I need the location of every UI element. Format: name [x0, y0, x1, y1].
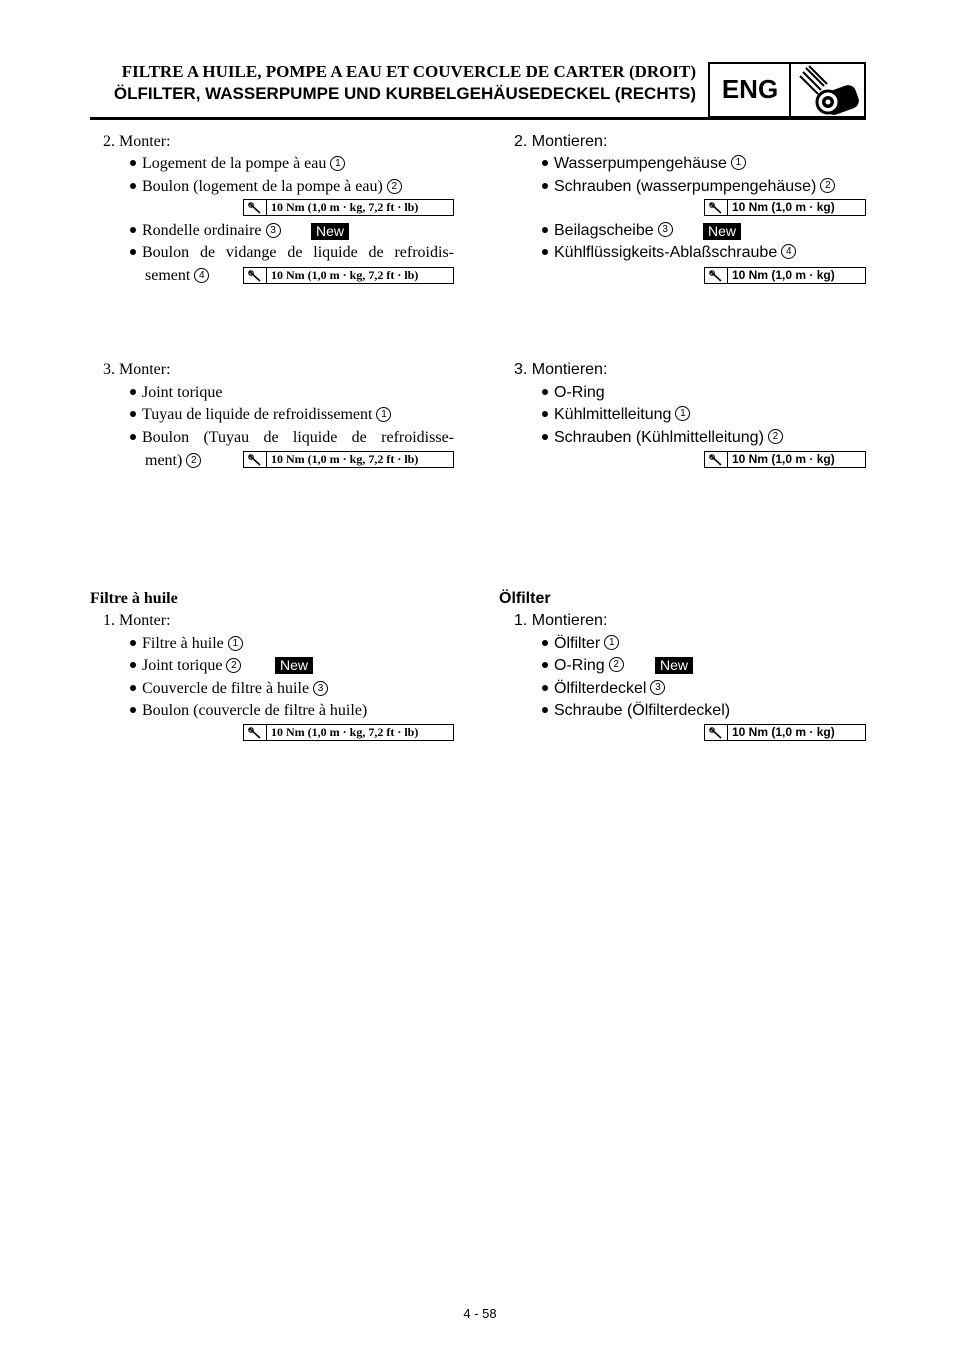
fr-oil-item4 — [130, 702, 367, 720]
bullet-icon — [130, 685, 136, 691]
header-title-fr: FILTRE A HUILE, POMPE A EAU ET COUVERCLE DE CARTER (DROIT) — [121, 62, 696, 81]
callout-1: 1 — [731, 155, 746, 170]
de-step3-item1-text: O-Ring — [554, 384, 605, 401]
callout-3: 3 — [650, 680, 665, 695]
eng-badge-label: ENG — [721, 74, 779, 104]
bullet-icon — [130, 249, 136, 255]
de-step2-item1 — [542, 155, 746, 173]
de-step3-title: 3. Montieren: — [514, 361, 608, 378]
new-part-badge: New — [655, 657, 693, 674]
bullet-icon — [542, 227, 548, 233]
torque-spec-box — [704, 199, 866, 216]
de-oil-item3-text: Ölfilterdeckel — [554, 680, 647, 697]
fr-step2-item3-text: Rondelle ordinaire — [142, 222, 262, 239]
de-step3-item3 — [542, 429, 783, 447]
de-step2-item4 — [542, 244, 796, 262]
torque-wrench-icon — [705, 725, 728, 740]
torque-spec-box — [704, 267, 866, 284]
bullet-icon — [542, 249, 548, 255]
fr-step2-title: 2. Monter: — [103, 133, 171, 150]
fr-step2-item1-text: Logement de la pompe à eau — [142, 155, 327, 172]
callout-2: 2 — [226, 658, 241, 673]
bullet-icon — [130, 183, 136, 189]
torque-value: 10 Nm (1,0 m · kg) — [732, 725, 835, 739]
de-oil-item2 — [542, 657, 624, 675]
de-oil-item2-text: O-Ring — [554, 657, 605, 674]
new-part-badge: New — [275, 657, 313, 674]
bullet-icon — [130, 389, 136, 395]
callout-3: 3 — [658, 222, 673, 237]
callout-4: 4 — [194, 268, 209, 283]
callout-2: 2 — [387, 179, 402, 194]
bullet-icon — [542, 640, 548, 646]
callout-1: 1 — [675, 406, 690, 421]
callout-3: 3 — [266, 223, 281, 238]
bullet-icon — [542, 662, 548, 668]
bullet-icon — [542, 434, 548, 440]
torque-wrench-icon — [244, 452, 267, 467]
fr-step3-item3-cont — [145, 452, 201, 470]
bullet-icon — [542, 389, 548, 395]
de-step3-item2-text: Kühlmittelleitung — [554, 406, 672, 423]
fr-oil-item3 — [130, 680, 328, 698]
fr-step3-item2-text: Tuyau de liquide de refroidissement — [142, 406, 373, 423]
de-oil-item4 — [542, 702, 730, 720]
header-rule — [90, 117, 866, 120]
engine-wrench-icon — [794, 64, 864, 116]
fr-oil-item3-text: Couvercle de filtre à huile — [142, 680, 310, 697]
fr-step2-item1 — [130, 155, 345, 173]
de-step2-title: 2. Montieren: — [514, 133, 608, 150]
fr-step2-item3 — [130, 222, 281, 240]
de-step2-item2-text: Schrauben (wasserpumpengehäuse) — [554, 178, 817, 195]
fr-step2-item2 — [130, 178, 402, 196]
bullet-icon — [542, 411, 548, 417]
fr-step3-item3-text2: ment) — [145, 452, 183, 469]
torque-value: 10 Nm (1,0 m · kg) — [732, 268, 835, 282]
callout-1: 1 — [376, 407, 391, 422]
fr-step3-item3 — [130, 429, 454, 447]
badge-divider — [789, 62, 791, 118]
fr-step2-item4 — [130, 244, 454, 262]
torque-value: 10 Nm (1,0 m · kg, 7,2 ft · lb) — [271, 725, 419, 739]
de-step3-item1 — [542, 384, 605, 402]
de-oil-item1-text: Ölfilter — [554, 635, 601, 652]
torque-value: 10 Nm (1,0 m · kg) — [732, 200, 835, 214]
torque-wrench-icon — [244, 200, 267, 215]
fr-oil-item4-text: Boulon (couvercle de filtre à huile) — [142, 702, 368, 719]
bullet-icon — [130, 707, 136, 713]
bullet-icon — [542, 685, 548, 691]
new-part-badge: New — [311, 223, 349, 240]
torque-spec-box — [243, 724, 454, 741]
callout-1: 1 — [330, 156, 345, 171]
de-step3-item3-text: Schrauben (Kühlmittelleitung) — [554, 429, 764, 446]
callout-2: 2 — [768, 429, 783, 444]
fr-oil-item1-text: Filtre à huile — [142, 635, 224, 652]
torque-value: 10 Nm (1,0 m · kg, 7,2 ft · lb) — [271, 200, 419, 214]
torque-spec-box — [704, 451, 866, 468]
bullet-icon — [130, 160, 136, 166]
bullet-icon — [130, 640, 136, 646]
bullet-icon — [542, 160, 548, 166]
torque-wrench-icon — [705, 200, 728, 215]
de-step2-item3 — [542, 222, 673, 240]
bullet-icon — [130, 662, 136, 668]
fr-oil-item2-text: Joint torique — [142, 657, 223, 674]
fr-step2-item4-text: Boulon de vidange de liquide de refroidis- — [142, 244, 454, 261]
fr-oil-filter-heading: Filtre à huile — [90, 590, 178, 607]
torque-value: 10 Nm (1,0 m · kg, 7,2 ft · lb) — [271, 268, 419, 282]
fr-step3-item1 — [130, 384, 222, 402]
de-step2-item3-text: Beilagscheibe — [554, 222, 654, 239]
header-title-de: ÖLFILTER, WASSERPUMPE UND KURBELGEHÄUSEDECKEL (RECHTS) — [113, 84, 696, 103]
callout-1: 1 — [228, 636, 243, 651]
torque-spec-box — [243, 199, 454, 216]
callout-1: 1 — [604, 635, 619, 650]
bullet-icon — [130, 411, 136, 417]
torque-value: 10 Nm (1,0 m · kg) — [732, 452, 835, 466]
torque-value: 10 Nm (1,0 m · kg, 7,2 ft · lb) — [271, 452, 419, 466]
new-part-badge: New — [703, 223, 741, 240]
de-step3-item2 — [542, 406, 690, 424]
fr-step3-item1-text: Joint torique — [142, 384, 223, 401]
page-number: 4 - 58 — [463, 1306, 497, 1321]
callout-2: 2 — [609, 657, 624, 672]
fr-oil-item2 — [130, 657, 241, 675]
torque-wrench-icon — [705, 268, 728, 283]
fr-step2-item2-text: Boulon (logement de la pompe à eau) — [142, 178, 383, 195]
torque-wrench-icon — [705, 452, 728, 467]
fr-step3-title: 3. Monter: — [103, 361, 171, 378]
bullet-icon — [130, 227, 136, 233]
torque-wrench-icon — [244, 268, 267, 283]
de-step2-item1-text: Wasserpumpengehäuse — [554, 155, 727, 172]
de-oil-item4-text: Schraube (Ölfilterdeckel) — [554, 702, 731, 719]
fr-oil-title: 1. Monter: — [103, 612, 171, 629]
de-oil-item3 — [542, 680, 665, 698]
de-oil-filter-heading: Ölfilter — [499, 590, 551, 607]
torque-spec-box — [704, 724, 866, 741]
de-step2-item2 — [542, 178, 835, 196]
callout-2: 2 — [820, 178, 835, 193]
torque-spec-box — [243, 267, 454, 284]
callout-3: 3 — [313, 681, 328, 696]
de-step2-item4-text: Kühlflüssigkeits-Ablaßschraube — [554, 244, 778, 261]
fr-step3-item3-text: Boulon (Tuyau de liquide de refroidisse- — [142, 429, 454, 446]
bullet-icon — [542, 707, 548, 713]
bullet-icon — [542, 183, 548, 189]
fr-step2-item4-text2: sement — [145, 267, 191, 284]
fr-step3-item2 — [130, 406, 391, 424]
fr-step2-item4-cont — [145, 267, 209, 285]
de-oil-title: 1. Montieren: — [514, 612, 608, 629]
torque-spec-box — [243, 451, 454, 468]
bullet-icon — [130, 434, 136, 440]
de-oil-item1 — [542, 635, 619, 653]
callout-4: 4 — [781, 244, 796, 259]
fr-oil-item1 — [130, 635, 243, 653]
torque-wrench-icon — [244, 725, 267, 740]
callout-2: 2 — [186, 453, 201, 468]
